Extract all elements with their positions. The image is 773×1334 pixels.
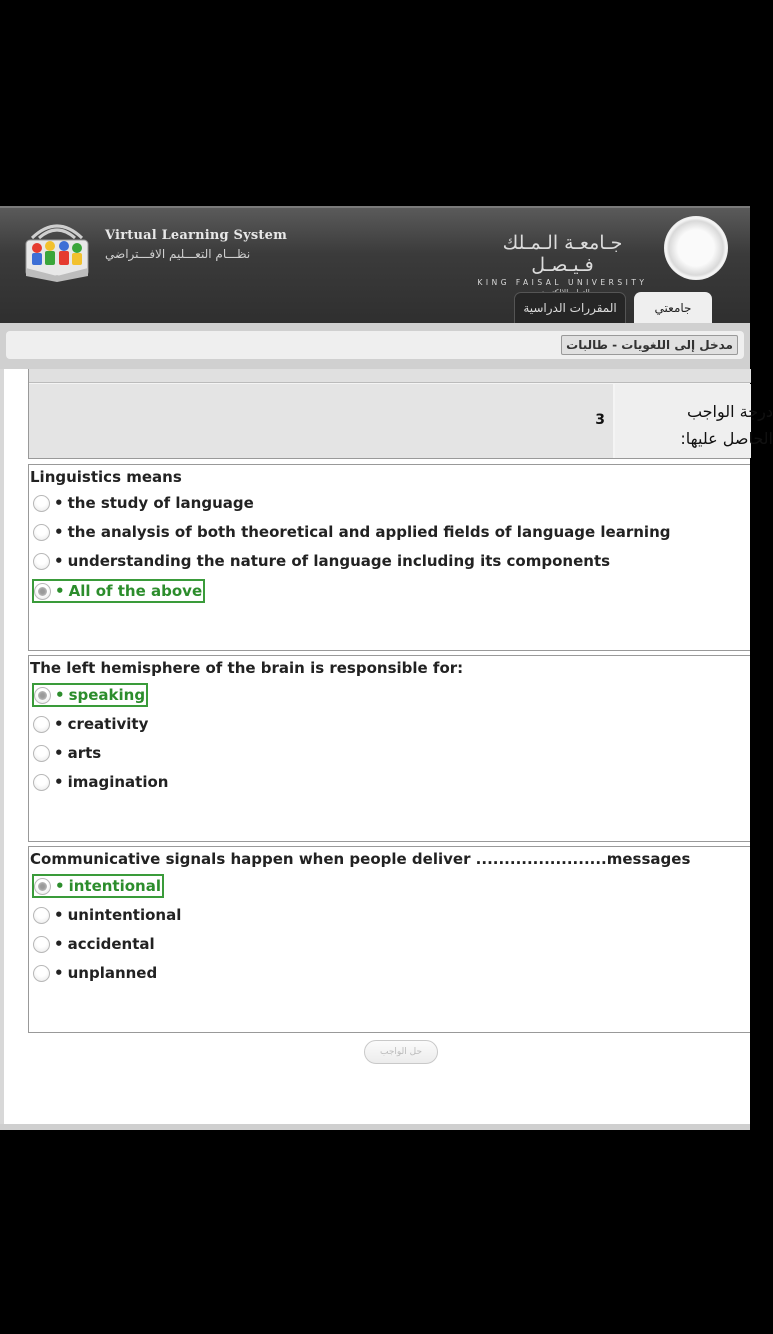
answer-option[interactable]: • the study of language xyxy=(33,491,254,515)
answer-option-selected[interactable]: • speaking xyxy=(32,683,148,707)
score-label: درجة الواجب الحاصل عليها: xyxy=(615,384,751,458)
radio-button[interactable] xyxy=(33,774,50,791)
university-name-ar: جـامعـة الـمـلك فـيـصـل xyxy=(502,232,623,276)
university-seal-icon xyxy=(664,216,728,280)
question-text: Communicative signals happen when people deliver .......................messages xyxy=(30,850,691,868)
radio-button-selected[interactable] xyxy=(34,878,51,895)
site-header xyxy=(0,206,750,323)
answer-option[interactable]: • arts xyxy=(33,741,101,765)
answer-option[interactable]: • the analysis of both theoretical and applied fields of language learning xyxy=(33,520,671,544)
question-1 xyxy=(28,464,750,651)
answer-option[interactable]: • unplanned xyxy=(33,961,157,985)
answer-option[interactable]: • unintentional xyxy=(33,903,181,927)
answer-option[interactable]: • creativity xyxy=(33,712,148,736)
lms-screen xyxy=(0,206,773,1130)
radio-button[interactable] xyxy=(33,553,50,570)
radio-button[interactable] xyxy=(33,495,50,512)
answer-option-selected[interactable]: • intentional xyxy=(32,874,164,898)
answer-option[interactable]: • accidental xyxy=(33,932,155,956)
radio-button[interactable] xyxy=(33,745,50,762)
radio-button[interactable] xyxy=(33,716,50,733)
question-2 xyxy=(28,655,750,842)
breadcrumb-bar xyxy=(0,323,750,369)
radio-button[interactable] xyxy=(33,936,50,953)
radio-button-selected[interactable] xyxy=(34,687,51,704)
answer-option-selected[interactable]: • All of the above xyxy=(32,579,205,603)
score-row xyxy=(28,369,773,459)
vls-logo-icon xyxy=(22,218,92,282)
answer-option[interactable]: • understanding the nature of language including its components xyxy=(33,549,610,573)
question-3 xyxy=(28,846,750,1033)
submit-homework-button[interactable]: حل الواجب xyxy=(364,1040,438,1064)
question-text: Linguistics means xyxy=(30,468,182,486)
university-name-en: KING FAISAL UNIVERSITY xyxy=(477,278,648,287)
radio-button[interactable] xyxy=(33,524,50,541)
radio-button[interactable] xyxy=(33,965,50,982)
radio-button-selected[interactable] xyxy=(34,583,51,600)
score-value: 3 xyxy=(595,412,605,428)
tab-my-university[interactable]: جامعتي xyxy=(634,292,712,323)
tab-courses[interactable]: المقررات الدراسية xyxy=(514,292,626,323)
question-text: The left hemisphere of the brain is responsible for: xyxy=(30,659,464,677)
breadcrumb[interactable]: مدخل إلى اللغويات - طالبات xyxy=(561,335,738,355)
answer-option[interactable]: • imagination xyxy=(33,770,168,794)
radio-button[interactable] xyxy=(33,907,50,924)
system-title-en: Virtual Learning System xyxy=(105,228,288,243)
system-title-ar: نظـــام التعـــليم الافـــتراضي xyxy=(105,247,251,261)
